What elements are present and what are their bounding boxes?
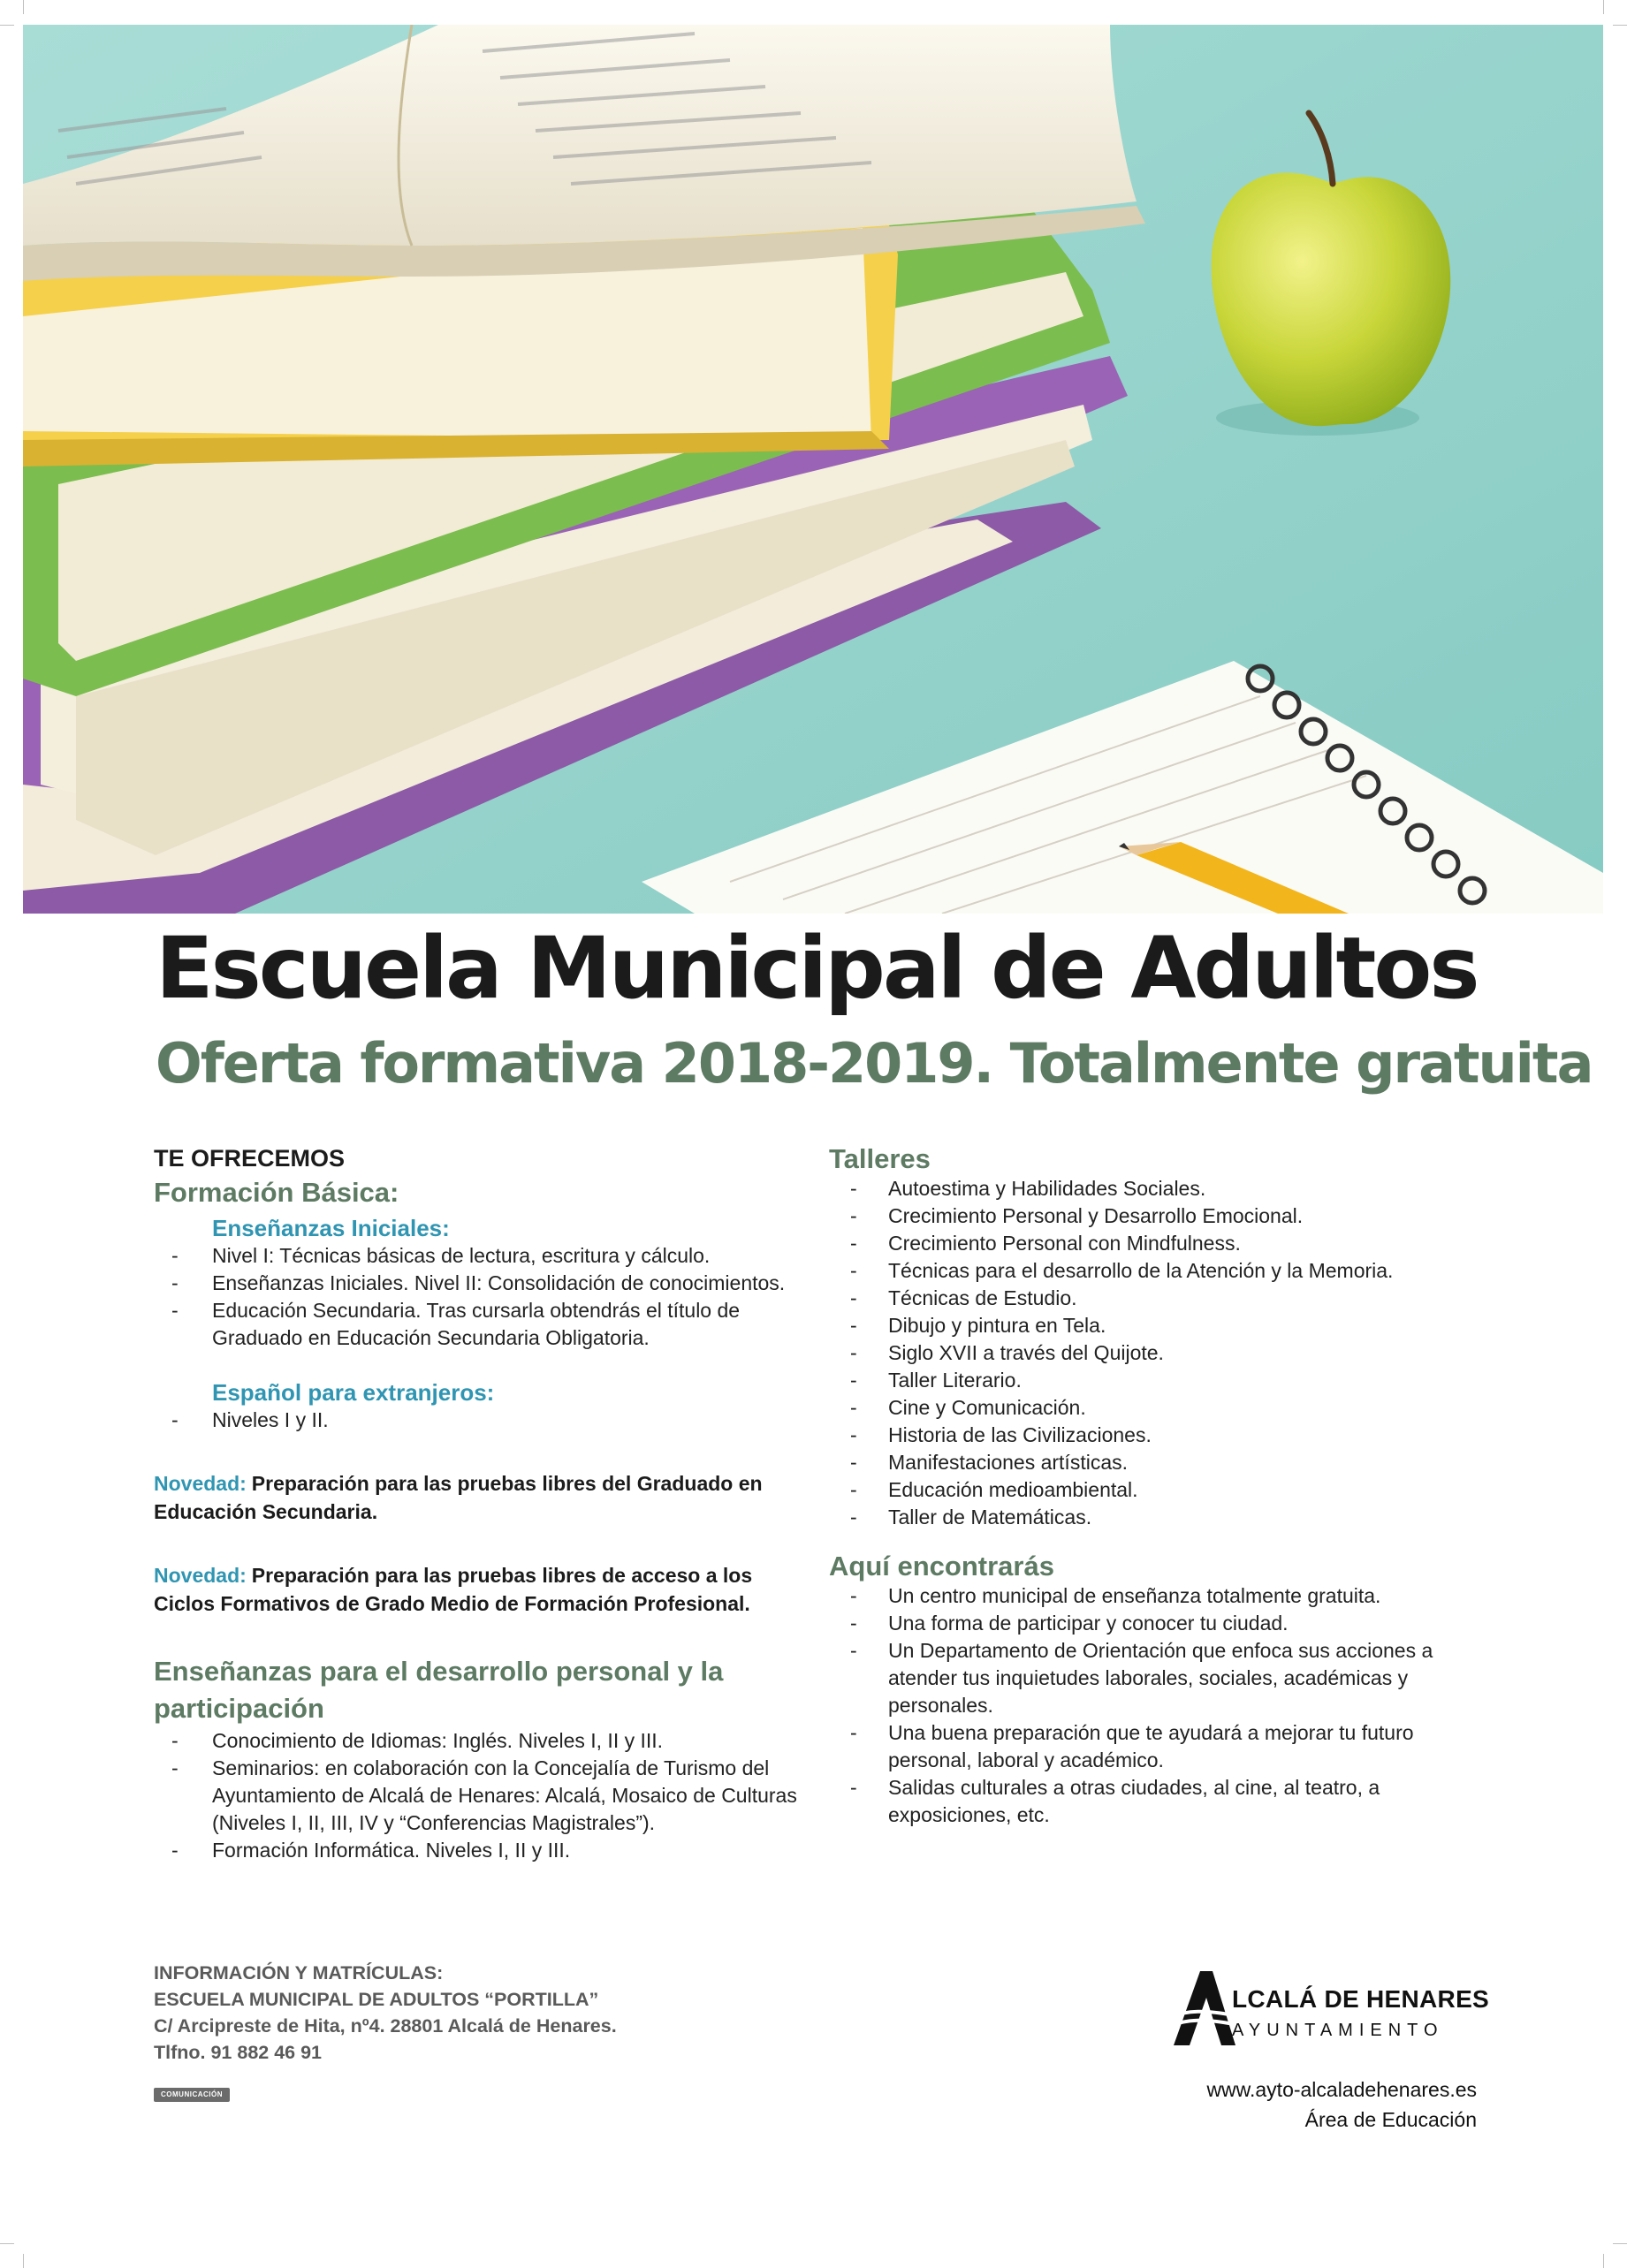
info-line: ESCUELA MUNICIPAL DE ADULTOS “PORTILLA” [154, 1989, 599, 2010]
crop-mark [1603, 0, 1604, 14]
list-item: - Técnicas de Estudio. [829, 1285, 1465, 1312]
info-line: Tlfno. 91 882 46 91 [154, 2042, 323, 2063]
info-line: C/ Arcipreste de Hita, nº4. 28801 Alcalá de Henares. [154, 2015, 617, 2037]
crop-mark [0, 2243, 14, 2244]
list-item: - Seminarios: en colaboración con la Concejalía de Turismo del Ayuntamiento de Alcalá de Henares: Alcalá, Mosaico de Culturas (Niveles I, II, III, IV y “Conferencias Magistrales”). [154, 1755, 808, 1837]
formacion-basica-heading: Formación Básica: [154, 1177, 399, 1208]
list-item: - Autoestima y Habilidades Sociales. [829, 1175, 1465, 1202]
te-ofrecemos-heading: TE OFRECEMOS [154, 1145, 346, 1172]
talleres-list [829, 1175, 1465, 1531]
aqui-encontraras-list [829, 1582, 1465, 1829]
novedad-block-2 [154, 1561, 808, 1618]
list-item: - Taller Literario. [829, 1367, 1465, 1394]
footer-web [1206, 2075, 1477, 2135]
crop-mark [1613, 2243, 1627, 2244]
list-item: - Siglo XVII a través del Quijote. [829, 1339, 1465, 1367]
novedad-tag: Novedad: [154, 1472, 247, 1495]
website-link[interactable]: www.ayto-alcaladehenares.es [1206, 2078, 1477, 2101]
aqui-encontraras-heading: Aquí encontrarás [829, 1551, 1054, 1582]
ensenanzas-iniciales-list [154, 1242, 808, 1352]
novedad-text: Preparación para las pruebas libres de acceso a los Ciclos Formativos de Grado Medio de Formación Profesional. [154, 1564, 753, 1615]
list-item: - Nivel I: Técnicas básicas de lectura, escritura y cálculo. [154, 1242, 808, 1270]
crop-mark [23, 2254, 24, 2268]
list-item: - Dibujo y pintura en Tela. [829, 1312, 1465, 1339]
logo-sub: AYUNTAMIENTO [1232, 2021, 1444, 2040]
list-item: - Taller de Matemáticas. [829, 1504, 1465, 1531]
comunicacion-badge: COMUNICACIÓN [154, 2088, 230, 2102]
list-item: - Salidas culturales a otras ciudades, al cine, al teatro, a exposiciones, etc. [829, 1774, 1465, 1829]
talleres-heading: Talleres [829, 1143, 931, 1174]
list-item: - Un Departamento de Orientación que enfoca sus acciones a atender tus inquietudes laborales, sociales, académicas y personales. [829, 1637, 1465, 1719]
novedad-text: Preparación para las pruebas libres del Graduado en Educación Secundaria. [154, 1472, 763, 1523]
info-line: INFORMACIÓN Y MATRÍCULAS: [154, 1962, 444, 1984]
crop-mark [1613, 25, 1627, 26]
list-item: - Educación Secundaria. Tras cursarla obtendrás el título de Graduado en Educación Secundaria Obligatoria. [154, 1297, 808, 1352]
novedad-block-1 [154, 1469, 808, 1526]
page-subtitle: Oferta formativa 2018-2019. Totalmente gratuita [156, 1031, 1593, 1096]
list-item: - Un centro municipal de enseñanza totalmente gratuita. [829, 1582, 1465, 1610]
ensenanzas-iniciales-heading: Enseñanzas Iniciales: [212, 1215, 450, 1241]
area-label: Área de Educación [1304, 2108, 1477, 2131]
list-item: - Técnicas para el desarrollo de la Atención y la Memoria. [829, 1257, 1465, 1285]
contact-info [154, 1960, 843, 2066]
crop-mark [1603, 2254, 1604, 2268]
novedad-tag: Novedad: [154, 1564, 247, 1587]
list-item: - Cine y Comunicación. [829, 1394, 1465, 1422]
ayuntamiento-logo [1167, 1966, 1490, 2054]
list-item: - Formación Informática. Niveles I, II y III. [154, 1837, 808, 1864]
list-item: - Educación medioambiental. [829, 1476, 1465, 1504]
right-column [829, 1143, 1465, 1829]
list-item: - Crecimiento Personal y Desarrollo Emocional. [829, 1202, 1465, 1230]
alcala-logo-icon [1167, 1966, 1237, 2054]
espanol-extranjeros-list [154, 1407, 808, 1434]
list-item: - Una buena preparación que te ayudará a mejorar tu futuro personal, laboral y académico. [829, 1719, 1465, 1774]
desarrollo-personal-heading: Enseñanzas para el desarrollo personal y la participación [154, 1656, 724, 1724]
page-title: Escuela Municipal de Adultos [156, 919, 1478, 1018]
list-item: - Historia de las Civilizaciones. [829, 1422, 1465, 1449]
list-item: - Niveles I y II. [154, 1407, 808, 1434]
list-item: - Enseñanzas Iniciales. Nivel II: Consolidación de conocimientos. [154, 1270, 808, 1297]
espanol-extranjeros-heading: Español para extranjeros: [212, 1379, 495, 1406]
list-item: - Crecimiento Personal con Mindfulness. [829, 1230, 1465, 1257]
hero-photo [23, 25, 1603, 914]
crop-mark [0, 25, 14, 26]
list-item: - Manifestaciones artísticas. [829, 1449, 1465, 1476]
left-column [154, 1143, 808, 1864]
crop-mark [23, 0, 24, 14]
desarrollo-personal-list [154, 1727, 808, 1864]
list-item: - Una forma de participar y conocer tu ciudad. [829, 1610, 1465, 1637]
logo-name: LCALÁ DE HENARES [1232, 1985, 1490, 2013]
list-item: - Conocimiento de Idiomas: Inglés. Niveles I, II y III. [154, 1727, 808, 1755]
